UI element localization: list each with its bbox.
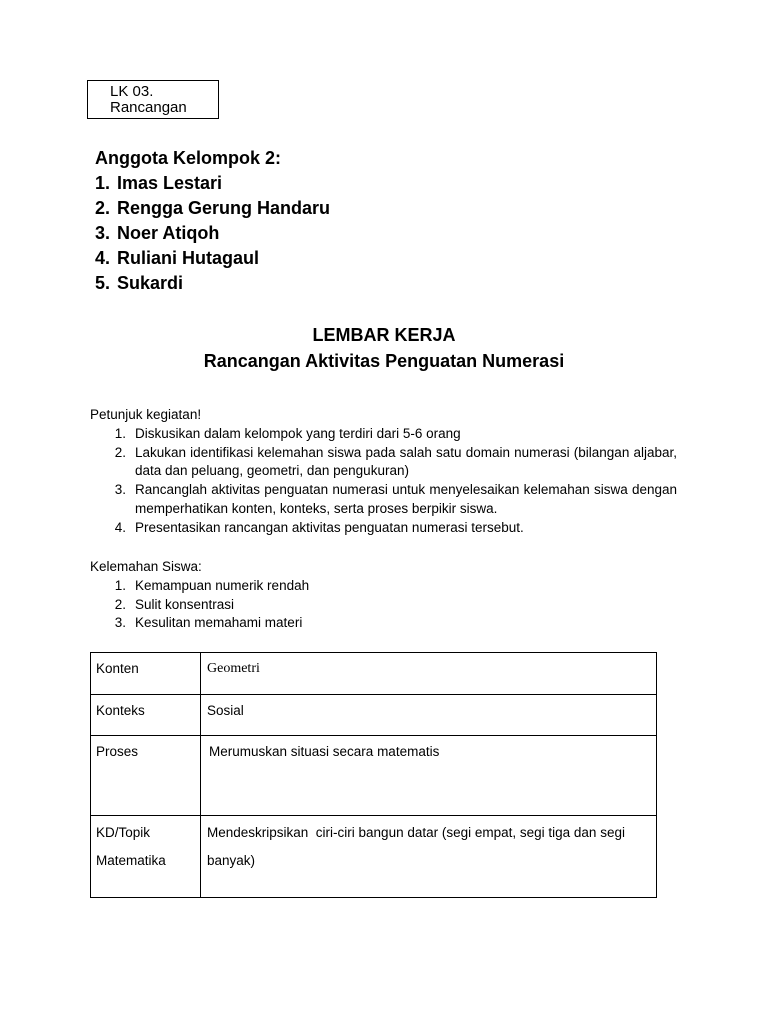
weaknesses-section xyxy=(90,558,677,633)
table-row xyxy=(91,816,657,898)
table-label: Konten xyxy=(91,653,201,695)
table-value: Mendeskripsikan ciri-ciri bangun datar (segi empat, segi tiga dan segi banyak) xyxy=(201,816,657,898)
list-item: 4. Ruliani Hutagaul xyxy=(95,248,260,268)
list-item: 2. Lakukan identifikasi kelemahan siswa pada salah satu domain numerasi (bilangan aljabar, data dan peluang, geometri, dan pengukuran) xyxy=(114,444,677,479)
table-row xyxy=(91,653,657,695)
table-row xyxy=(91,695,657,736)
activity-table xyxy=(90,652,657,898)
table-value: Merumuskan situasi secara matematis xyxy=(201,736,657,816)
table-label: KD/Topik Matematika xyxy=(91,816,201,898)
list-item: 1. Imas Lestari xyxy=(95,173,223,193)
table-label: Proses xyxy=(91,736,201,816)
instructions-section xyxy=(90,406,677,538)
instructions-list xyxy=(90,425,677,538)
worksheet-code-label: Rancangan xyxy=(110,99,187,116)
list-item: 3. Kesulitan memahami materi xyxy=(114,615,303,631)
list-item: 1. Kemampuan numerik rendah xyxy=(114,577,310,593)
list-item: 2. Sulit konsentrasi xyxy=(114,596,235,612)
group-title: Anggota Kelompok 2: xyxy=(95,148,282,168)
page-title: LEMBAR KERJA xyxy=(312,325,456,345)
instructions-heading: Petunjuk kegiatan! xyxy=(90,407,202,422)
group-members xyxy=(95,146,330,296)
list-item: 4. Presentasikan rancangan aktivitas penguatan numerasi tersebut. xyxy=(114,519,524,535)
worksheet-code-box xyxy=(87,80,219,119)
worksheet-heading xyxy=(0,322,768,374)
weaknesses-heading: Kelemahan Siswa: xyxy=(90,559,202,574)
table-value: Geometri xyxy=(201,653,657,695)
table-label: Konteks xyxy=(91,695,201,736)
member-list xyxy=(95,171,330,296)
list-item: 1. Diskusikan dalam kelompok yang terdiri dari 5-6 orang xyxy=(114,425,461,441)
list-item: 2. Rengga Gerung Handaru xyxy=(95,198,331,218)
weaknesses-list xyxy=(90,577,677,633)
table-row xyxy=(91,736,657,816)
list-item: 5. Sukardi xyxy=(95,273,184,293)
worksheet-code: LK 03. xyxy=(110,83,154,100)
page-subtitle: Rancangan Aktivitas Penguatan Numerasi xyxy=(203,351,565,371)
list-item: 3. Rancanglah aktivitas penguatan numerasi untuk menyelesaikan kelemahan siswa dengan memperhatikan konten, konteks, serta proses berpikir siswa. xyxy=(114,482,677,516)
table-value: Sosial xyxy=(201,695,657,736)
list-item: 3. Noer Atiqoh xyxy=(95,223,220,243)
